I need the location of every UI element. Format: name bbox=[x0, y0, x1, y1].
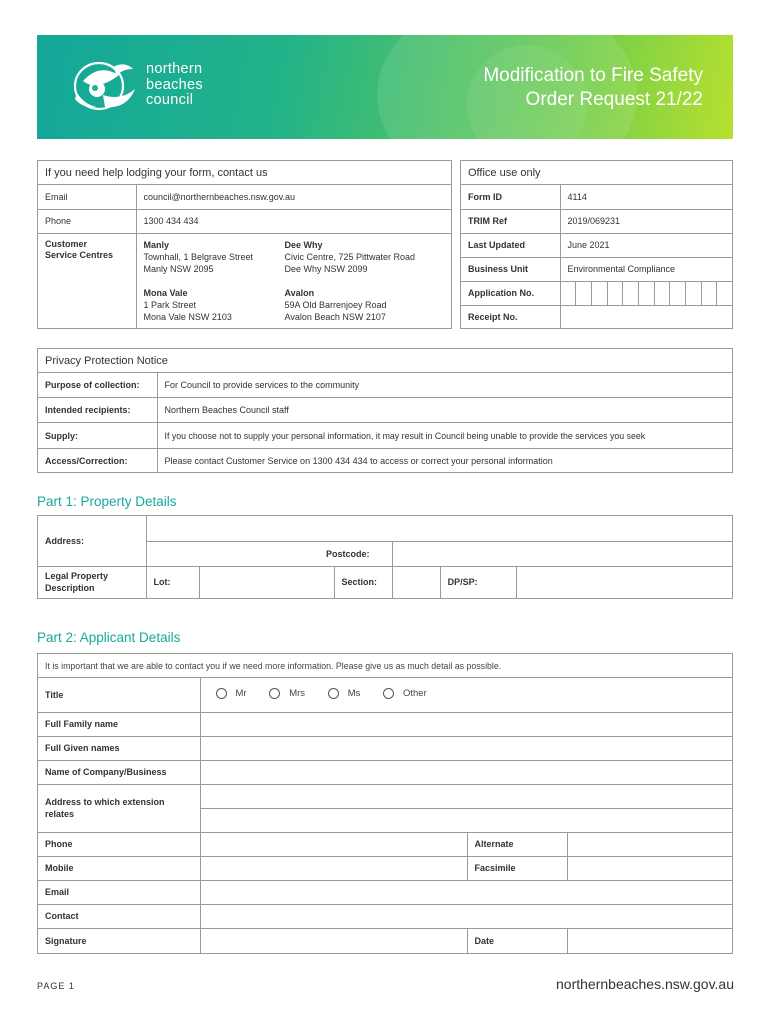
application-number-boxes bbox=[561, 282, 733, 305]
title-option-ms[interactable] bbox=[328, 688, 361, 699]
radio-circle-icon bbox=[269, 688, 280, 699]
company-label: Name of Company/Business bbox=[38, 760, 200, 784]
help-phone-label: Phone bbox=[38, 209, 136, 233]
centre-manly bbox=[144, 239, 285, 275]
centre-name: Manly bbox=[143, 239, 170, 250]
property-details-box bbox=[37, 515, 733, 599]
privacy-recipients-value: Northern Beaches Council staff bbox=[157, 397, 732, 423]
centre-address: Manly NSW 2095 bbox=[143, 263, 214, 274]
contact-label: Contact bbox=[38, 904, 200, 928]
centre-address: Civic Centre, 725 Pittwater Road bbox=[284, 251, 416, 262]
family-name-label: Full Family name bbox=[38, 712, 200, 736]
facsimile-label: Facsimile bbox=[467, 856, 567, 880]
legal-label-line: Description bbox=[45, 583, 95, 594]
form-title-line: Modification to Fire Safety bbox=[483, 65, 703, 86]
mobile-label: Mobile bbox=[38, 856, 200, 880]
extension-address-label bbox=[38, 784, 200, 832]
centre-avalon bbox=[285, 287, 445, 323]
address-label: Address: bbox=[38, 516, 146, 566]
phone-input[interactable] bbox=[200, 832, 467, 856]
office-use-box bbox=[460, 160, 733, 329]
mobile-input[interactable] bbox=[200, 856, 467, 880]
email-label: Email bbox=[38, 880, 200, 904]
privacy-recipients-label: Intended recipients: bbox=[38, 397, 157, 423]
form-title bbox=[483, 64, 703, 112]
centre-address: 1 Park Street bbox=[143, 299, 197, 310]
office-heading: Office use only bbox=[461, 161, 732, 185]
legal-description-label bbox=[38, 566, 146, 598]
radio-label: Other bbox=[403, 687, 427, 699]
office-updated-label: Last Updated bbox=[461, 233, 560, 257]
extension-address-input-line2[interactable] bbox=[200, 808, 732, 832]
radio-label: Mrs bbox=[289, 687, 306, 699]
section-label: Section: bbox=[334, 566, 392, 598]
extension-address-input-line1[interactable] bbox=[200, 784, 732, 808]
logo-line: northern bbox=[146, 61, 203, 77]
legal-label-line: Legal Property bbox=[45, 571, 109, 582]
radio-circle-icon bbox=[383, 688, 394, 699]
company-input[interactable] bbox=[200, 760, 732, 784]
lot-label: Lot: bbox=[146, 566, 199, 598]
radio-label: Mr bbox=[235, 687, 247, 699]
alternate-input[interactable] bbox=[567, 832, 732, 856]
centre-address: 59A Old Barrenjoey Road bbox=[284, 299, 387, 310]
help-phone-value: 1300 434 434 bbox=[136, 209, 451, 233]
facsimile-input[interactable] bbox=[567, 856, 732, 880]
centres-label-line: Service Centres bbox=[45, 249, 114, 260]
centre-address: Avalon Beach NSW 2107 bbox=[284, 311, 386, 322]
family-name-input[interactable] bbox=[200, 712, 732, 736]
help-email-label: Email bbox=[38, 185, 136, 209]
phone-label: Phone bbox=[38, 832, 200, 856]
centres-list bbox=[136, 233, 451, 329]
application-number-field[interactable] bbox=[560, 281, 732, 305]
given-names-input[interactable] bbox=[200, 736, 732, 760]
logo-line: beaches bbox=[146, 76, 203, 93]
footer-website: northernbeaches.nsw.gov.au bbox=[556, 976, 734, 992]
alternate-label: Alternate bbox=[467, 832, 567, 856]
privacy-purpose-value: For Council to provide services to the community bbox=[157, 373, 732, 397]
email-input[interactable] bbox=[200, 880, 732, 904]
centre-dee-why bbox=[285, 239, 445, 275]
postcode-input[interactable] bbox=[392, 541, 732, 566]
council-logo-icon bbox=[69, 55, 141, 117]
privacy-purpose-label: Purpose of collection: bbox=[38, 373, 157, 397]
help-contact-box bbox=[37, 160, 452, 329]
centre-name: Dee Why bbox=[284, 239, 323, 250]
title-label: Title bbox=[38, 678, 200, 712]
privacy-supply-label: Supply: bbox=[38, 423, 157, 449]
office-form-id-label: Form ID bbox=[461, 185, 560, 209]
applicant-intro: It is important that we are able to contact you if we need more information. Please give us as much detail as possible. bbox=[38, 654, 732, 678]
help-heading: If you need help lodging your form, contact us bbox=[38, 161, 451, 185]
page-number: PAGE 1 bbox=[37, 981, 75, 991]
centres-label-line: Customer bbox=[45, 238, 88, 249]
title-option-mrs[interactable] bbox=[269, 688, 305, 699]
privacy-access-value: Please contact Customer Service on 1300 434 434 to access or correct your personal information bbox=[157, 449, 732, 473]
office-trim-label: TRIM Ref bbox=[461, 209, 560, 233]
office-unit-value: Environmental Compliance bbox=[560, 257, 732, 281]
radio-circle-icon bbox=[328, 688, 339, 699]
part2-title: Part 2: Applicant Details bbox=[37, 630, 181, 645]
receipt-number-field[interactable] bbox=[560, 305, 732, 329]
address-input-line1[interactable] bbox=[146, 516, 732, 541]
centre-name: Mona Vale bbox=[143, 287, 188, 298]
centre-name: Avalon bbox=[284, 287, 315, 298]
radio-circle-icon bbox=[216, 688, 227, 699]
help-email-value: council@northernbeaches.nsw.gov.au bbox=[136, 185, 451, 209]
date-label: Date bbox=[467, 928, 567, 954]
privacy-box bbox=[37, 348, 733, 473]
header-banner bbox=[37, 35, 733, 139]
logo-wordmark bbox=[146, 62, 203, 109]
lot-input[interactable] bbox=[199, 566, 334, 598]
title-option-other[interactable] bbox=[383, 688, 427, 699]
section-input[interactable] bbox=[392, 566, 440, 598]
form-title-line: Order Request 21/22 bbox=[525, 89, 703, 110]
privacy-supply-value: If you choose not to supply your personal information, it may result in Council being unable to provide the services you seek bbox=[157, 423, 732, 449]
office-form-id-value: 4114 bbox=[560, 185, 732, 209]
centre-mona-vale bbox=[144, 287, 285, 323]
extension-address-label-line: relates bbox=[45, 809, 75, 819]
applicant-details-box bbox=[37, 653, 733, 954]
office-application-label: Application No. bbox=[461, 281, 560, 305]
dpsp-label: DP/SP: bbox=[441, 567, 517, 599]
office-unit-label: Business Unit bbox=[461, 257, 560, 281]
given-names-label: Full Given names bbox=[38, 736, 200, 760]
signature-input[interactable] bbox=[200, 928, 467, 954]
signature-label: Signature bbox=[38, 928, 200, 954]
contact-input[interactable] bbox=[200, 904, 732, 928]
privacy-access-label: Access/Correction: bbox=[38, 449, 157, 473]
office-updated-value: June 2021 bbox=[560, 233, 732, 257]
logo-line: council bbox=[146, 92, 194, 108]
dpsp-input[interactable] bbox=[517, 567, 732, 599]
office-receipt-label: Receipt No. bbox=[461, 305, 560, 329]
centre-address: Dee Why NSW 2099 bbox=[284, 263, 368, 274]
dpsp-cell bbox=[440, 566, 732, 598]
postcode-label: Postcode: bbox=[146, 541, 392, 566]
centre-address: Mona Vale NSW 2103 bbox=[143, 311, 232, 322]
title-options bbox=[200, 678, 732, 712]
centres-label bbox=[38, 233, 136, 329]
title-option-mr[interactable] bbox=[216, 688, 247, 699]
centre-address: Townhall, 1 Belgrave Street bbox=[143, 251, 254, 262]
privacy-heading: Privacy Protection Notice bbox=[38, 349, 732, 373]
radio-label: Ms bbox=[347, 687, 361, 699]
date-input[interactable] bbox=[567, 928, 732, 954]
part1-title: Part 1: Property Details bbox=[37, 494, 177, 509]
extension-address-label-line: Address to which extension bbox=[45, 797, 165, 807]
office-trim-value: 2019/069231 bbox=[560, 209, 732, 233]
